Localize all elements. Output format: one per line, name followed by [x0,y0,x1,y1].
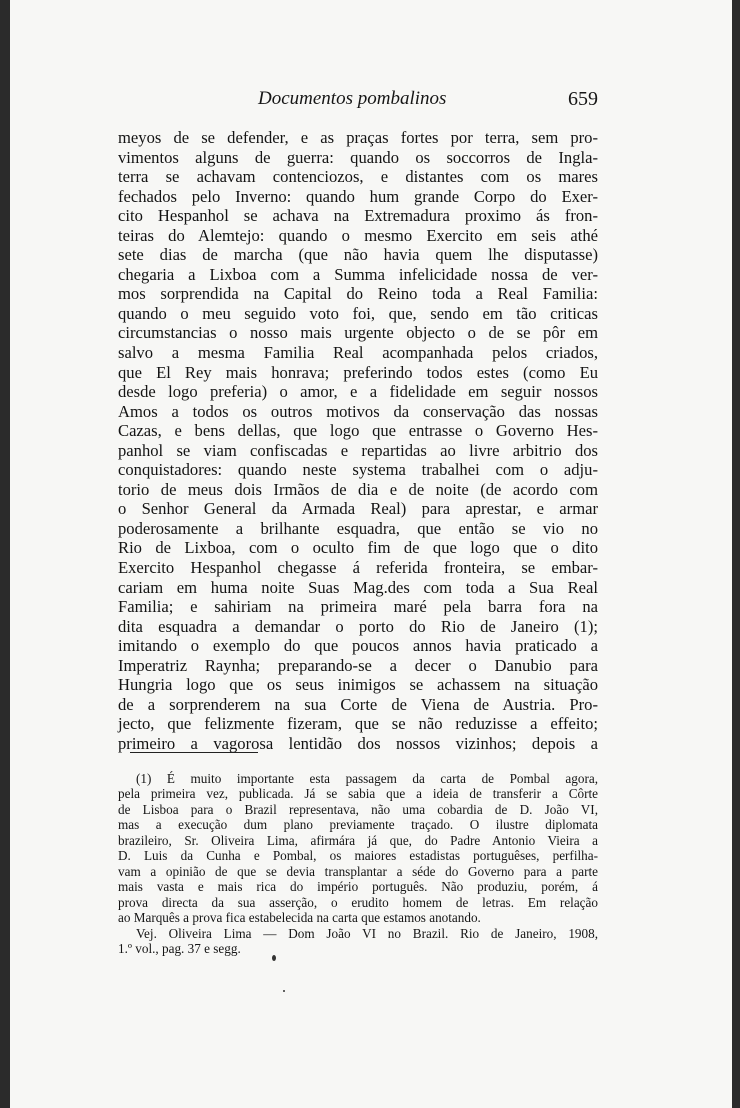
footnote-line: mas a execução dum plano previamente traçado. O ilustre diplomata [118,817,598,833]
page-header [118,88,598,114]
body-line: cito Hespanhol se achava na Extremadura proximo ás fron- [118,206,598,226]
body-line: que El Rey mais honrava; preferindo todos estes (como Eu [118,362,598,382]
footnote-line: prova directa da sua asserção, o erudito homem de letras. Em relação [118,894,598,910]
body-line: vimentos alguns de guerra: quando os soccorros de Ingla- [118,147,598,167]
body-line: chegaria a Lixboa com a Summa infelicidade nossa de ver- [118,264,598,284]
body-line: o Senhor General da Armada Real) para aprestar, e armar [118,499,598,519]
body-line: de a sorprenderem na sua Corte de Viena de Austria. Pro- [118,694,598,714]
body-line: panhol se viam confiscadas e repartidas ao livre arbitrio dos [118,440,598,460]
body-line: fechados pelo Inverno: quando hum grande Corpo do Exer- [118,186,598,206]
ink-speck [272,955,276,961]
footnote-line: mais vasta e mais rica do império português. Não produziu, porém, á [118,879,598,895]
footnote-line: Vej. Oliveira Lima — Dom João VI no Brazil. Rio de Janeiro, 1908, [136,925,598,941]
footnote-line: pela primeira vez, publicada. Já se sabia que a ideia de transferir a Côrte [118,786,598,802]
body-line: jecto, que felizmente fizeram, que se não reduzisse a effeito; [118,714,598,734]
body-line: quando o meu seguido voto foi, que, sendo em tão criticas [118,303,598,323]
body-line: Amos a todos os outros motivos da conservação das nossas [118,401,598,421]
body-line: Cazas, e bens dellas, que logo que entrasse o Governo Hes- [118,421,598,441]
footnote-line: ao Marquês a prova fica estabelecida na carta que estamos anotando. [118,910,481,926]
page-number: 659 [568,88,598,110]
body-line: Familia; e sahiriam na primeira maré pela barra fora na [118,597,598,617]
footnote-line: vam a opinião de que se devia transplantar a séde do Governo para a parte [118,863,598,879]
footnote-line: D. Luis da Cunha e Pombal, os maiores estadistas portuguêses, perfilha- [118,848,598,864]
body-line: mos sorprendida na Capital do Reino toda a Real Familia: [118,284,598,304]
footnotes [118,771,598,956]
footnote-line: brazileiro, Sr. Oliveira Lima, afirmára já que, do Padre Antonio Vieira a [118,832,598,848]
body-line: circumstancias o nosso mais urgente objecto o de se pôr em [118,323,598,343]
body-line: imitando o exemplo do que poucos annos havia praticado a [118,636,598,656]
body-line: meyos de se defender, e as praças fortes por terra, sem pro- [118,128,598,147]
body-line: Imperatriz Raynha; preparando-se a decer o Danubio para [118,655,598,675]
scan-edge-right [732,0,740,1108]
body-line: Rio de Lixboa, com o oculto fim de que logo que o dito [118,538,598,558]
body-line: primeiro a vagorosa lentidão dos nossos vizinhos; depois a [118,733,598,753]
body-line: poderosamente a brilhante esquadra, que então se vio no [118,518,598,538]
footnote-line: (1) É muito importante esta passagem da carta de Pombal agora, [136,771,598,786]
body-line: torio de meus dois Irmãos de dia e de noite (de acordo com [118,479,598,499]
body-line: teiras do Alemtejo: quando o mesmo Exercito em seis athé [118,225,598,245]
footnote-line: de Lisboa para o Brazil representava, não uma cobardia de D. João VI, [118,801,598,817]
body-line: Hungria logo que os seus inimigos se achassem na situação [118,675,598,695]
footnote-separator-rule [130,752,258,753]
body-line: desde logo preferia) o amor, e a fidelidade em seguir nossos [118,382,598,402]
body-line: conquistadores: quando neste systema trabalhei com o adju- [118,460,598,480]
body-line: salvo a mesma Familia Real acompanhada pelos criados, [118,343,598,363]
scan-edge-left [0,0,10,1108]
footnote-line: 1.º vol., pag. 37 e segg. [118,940,241,956]
body-line: sete dias de marcha (que não havia quem lhe disputasse) [118,245,598,265]
running-title: Documentos pombalinos [258,88,447,109]
body-line: terra se achavam contenciozos, e distantes com os mares [118,167,598,187]
body-line: Exercito Hespanhol chegasse á referida fronteira, se embar- [118,558,598,578]
ink-speck [283,990,285,992]
body-line: dita esquadra a demandar o porto do Rio de Janeiro (1); [118,616,598,636]
body-text [118,128,598,754]
body-line: cariam em huma noite Suas Mag.des com toda a Sua Real [118,577,598,597]
